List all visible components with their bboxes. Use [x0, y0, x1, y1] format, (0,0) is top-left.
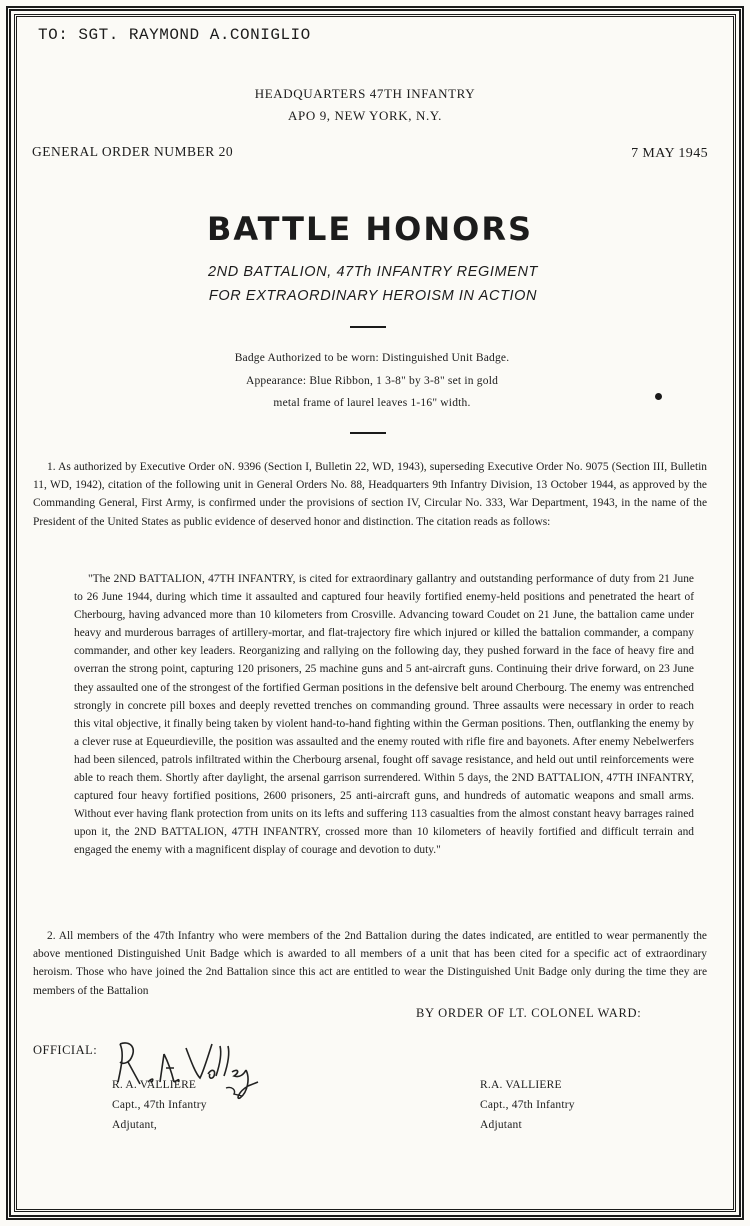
apo-address-line: APO 9, NEW YORK, N.Y.	[288, 108, 442, 123]
divider	[350, 326, 386, 328]
page-title: BATTLE HONORS	[206, 210, 534, 248]
signer-title: Adjutant	[480, 1119, 522, 1131]
ink-dot	[655, 393, 662, 400]
badge-frame-line: metal frame of laurel leaves 1-16" width.	[273, 397, 471, 409]
signer-name: R. A. VALLIERE	[112, 1079, 197, 1091]
order-date: 7 MAY 1945	[631, 146, 708, 161]
badge-appearance-line: Appearance: Blue Ribbon, 1 3-8" by 3-8" set in gold	[245, 375, 499, 387]
citation-text: "The 2ND BATTALION, 47TH INFANTRY, is cited for extraordinary gallantry and outstanding performance of duty from 21 June to 26 June 1944, during which time it assaulted and captured four heavily fortified enemy-held positions and penetrated the heart of Cherbourg, having advanced more than 10 kilometers from Crosville. Advancing toward Coudet on 21 June, the battalion came under heavy and murderous barrages of artillery-mortar, and flat-trajectory fire which injured or killed the battalion commander, a company commander, and other key leaders. Reorganizing and rallying on the following day, they pushed forward in the face of heavy fire and overran the strong point, capturing 120 prisoners, 25 machine guns and 5 ant-aircraft guns. Continuing their drive forward, on 23 June they assaulted one of the strongest of the fortified German positions in the defensive belt around Cherbourg. The enemy was entrenched strongly in concrete pill boxes and deeply revetted trenches on commanding ground. Three assaults were necessary in order to reach this vital objective, it finally being taken by violent hand-to-hand fighting within the German positions. Then, outflanking the enemy by a clever ruse at Equeurdieville, the position was assaulted and the enemy routed with rifle fire and bayonets. After enemy Nebelwerfers had been silenced, patrols infiltrated within the Cherbourg arsenal, fought off savage resistance, and held out until reinforcements were able to reach them. Shortly after daylight, the arsenal garrison surrendered. Within 5 days, the 2ND BATTALION, 47TH INFANTRY, captured four heavy fortified positions, 2600 prisoners, 25 anti-aircraft guns, and hundreds of automatic weapons and small arms. Without ever having flank protection from units on its lefts and suffering 113 casualties from the almost constant heavy barrages rained upon it, the 2ND BATTALION, 47TH INFANTRY, crossed more than 10 kilometers of heavily fortified and difficult terrain and engaged the enemy with a magnificent display of courage and devotion to duty."	[74, 573, 694, 857]
signer-name: R.A. VALLIERE	[480, 1079, 562, 1091]
signer-rank: Capt., 47th Infantry	[112, 1099, 207, 1111]
right-signature-block	[480, 1075, 575, 1135]
official-label: OFFICIAL:	[33, 1043, 98, 1057]
by-order-line: BY ORDER OF LT. COLONEL WARD:	[416, 1006, 642, 1020]
divider	[350, 432, 386, 434]
signer-rank: Capt., 47th Infantry	[480, 1099, 575, 1111]
unit-subtitle: 2ND BATTALION, 47Th INFANTRY REGIMENT	[208, 264, 538, 280]
heroism-subtitle: FOR EXTRAORDINARY HEROISM IN ACTION	[208, 288, 538, 304]
general-order-number: GENERAL ORDER NUMBER 20	[32, 144, 234, 159]
badge-authorized-line: Badge Authorized to be worn: Distinguished Unit Badge.	[234, 352, 510, 364]
headquarters-line: HEADQUARTERS 47TH INFANTRY	[254, 86, 476, 101]
left-signature-block	[112, 1075, 207, 1135]
signer-title: Adjutant,	[112, 1119, 157, 1131]
to-recipient-line: TO: SGT. RAYMOND A.CONIGLIO	[38, 26, 311, 44]
paragraph-two: 2. All members of the 47th Infantry who were members of the 2nd Battalion during the dates indicated, are entitled to wear permanently the above mentioned Distinguished Unit Badge which is awarded to all members of a unit that has been cited for a specific act of extraordinary heroism. Those who have joined the 2nd Battalion since this act are entitled to wear the Distinguished Unit Badge only during the time they are members of the Battalion	[33, 930, 707, 997]
paragraph-one: 1. As authorized by Executive Order oN. 9396 (Section I, Bulletin 22, WD, 1943), superseding Executive Order No. 9075 (Section III, Bulletin 11, WD, 1942), citation of the following unit in General Orders No. 88, Headquarters 9th Infantry Division, 13 October 1944, as approved by the Commanding General, First Army, is confirmed under the provisions of section IV, Circular No. 333, War Department, 1943, in the name of the President of the United States as public evidence of deserved honor and distinction. The citation reads as follows:	[33, 461, 707, 528]
